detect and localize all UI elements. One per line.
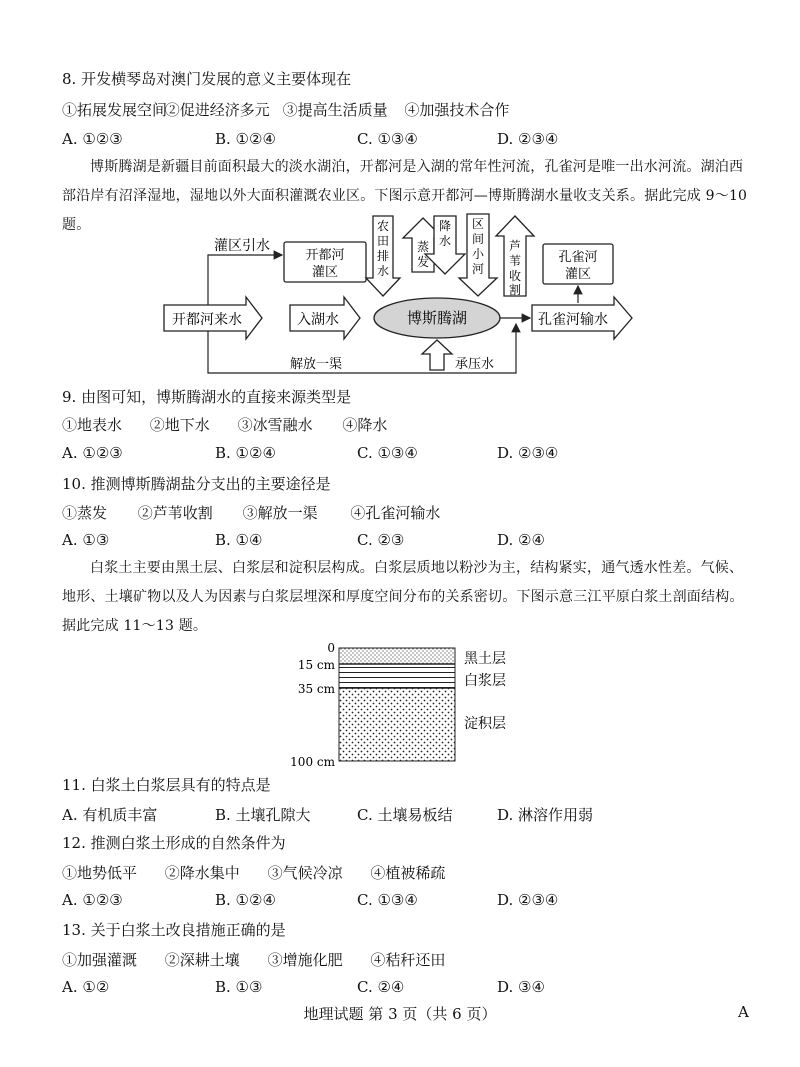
interval-rivers-c2: 间 (471, 232, 485, 246)
q9-stem: 9. 由图可知，博斯腾湖水的直接来源类型是 (62, 388, 352, 406)
interval-rivers-c3: 小 (471, 247, 485, 261)
q12-choice-a[interactable]: A. ①②③ (62, 891, 123, 909)
q13-item-1: ①加强灌溉 (62, 951, 138, 969)
q12-choice-b[interactable]: B. ①②④ (215, 891, 276, 909)
q12-choice-c[interactable]: C. ①③④ (357, 891, 418, 909)
q8-choice-c[interactable]: C. ①③④ (357, 130, 418, 148)
soil-profile-diagram (290, 641, 506, 769)
q13-item-3: ③增施化肥 (267, 951, 343, 969)
q10-items (62, 502, 440, 523)
passage-bosten-lake: 博斯腾湖是新疆目前面积最大的淡水湖泊，开都河是入湖的常年性河流，孔雀河是唯一出水河流。湖泊西部沿岸有沼泽湿地，湿地以外大面积灌溉农业区。下图示意开都河—博斯腾湖水量收支关系。据此完成 9～10 题。 (62, 159, 748, 233)
q8-item-1: ①拓展发展空间 (62, 101, 168, 119)
bosten-lake-label: 博斯腾湖 (406, 309, 468, 327)
q8-choice-a[interactable]: A. ①②③ (62, 130, 123, 148)
interval-rivers-c4: 河 (471, 262, 485, 276)
q10-item-1: ①蒸发 (62, 504, 108, 522)
q10-choice-b[interactable]: B. ①④ (215, 531, 263, 549)
q8-item-4: ④加强技术合作 (404, 101, 510, 119)
q12-item-3: ③气候冷凉 (267, 864, 343, 882)
q11-stem: 11. 白浆土白浆层具有的特点是 (62, 776, 271, 794)
irrigation-diversion-line (208, 255, 282, 306)
kaidu-irrigation-label-1: 开都河 (305, 248, 345, 263)
q11-choice-b[interactable]: B. 土壤孔隙大 (215, 806, 311, 824)
q11-choice-d[interactable]: D. 淋溶作用弱 (497, 806, 594, 824)
q13-stem: 13. 关于白浆土改良措施正确的是 (62, 921, 286, 939)
q12-item-4: ④植被稀疏 (370, 864, 446, 882)
q12-choice-d[interactable]: D. ②③④ (497, 891, 559, 909)
q9-item-4: ④降水 (342, 416, 388, 434)
depth-35: 35 cm (297, 682, 335, 696)
kaidu-inflow-label: 开都河来水 (172, 312, 242, 328)
q9-choice-c[interactable]: C. ①③④ (357, 444, 418, 462)
q13-choice-d[interactable]: D. ③④ (497, 978, 545, 996)
q11-choice-c[interactable]: C. 土壤易板结 (357, 806, 453, 824)
illuvial-layer (339, 688, 455, 761)
q9-items (62, 414, 387, 435)
depth-100: 100 cm (290, 755, 335, 769)
farmland-drainage-c2: 田 (376, 234, 390, 248)
q9-choice-d[interactable]: D. ②③④ (497, 444, 559, 462)
evaporation-c2: 发 (416, 255, 430, 269)
passage-albic-soil: 白浆土主要由黑土层、白浆层和淀积层构成。白浆层质地以粉沙为主，结构紧实，通气透水性差。气候、地形、土壤矿物以及人为因素与白浆层埋深和厚度空间分布的关系密切。下图示意三江平原白浆土剖面结构。据此完成 11～13 题。 (62, 560, 744, 634)
q13-items (62, 949, 445, 970)
q9-item-3: ③冰雪融水 (237, 416, 313, 434)
q8-item-2: ②促进经济多元 (164, 101, 270, 119)
illuvial-label: 淀积层 (464, 716, 506, 732)
q10-item-4: ④孔雀河输水 (350, 504, 441, 522)
q10-choice-d[interactable]: D. ②④ (497, 531, 545, 549)
q12-items (62, 862, 445, 883)
precipitation-c1: 降 (438, 219, 452, 233)
q9-choice-b[interactable]: B. ①②④ (215, 444, 276, 462)
q10-item-3: ③解放一渠 (242, 504, 318, 522)
q10-stem: 10. 推测博斯腾湖盐分支出的主要途径是 (62, 475, 331, 493)
kongque-irrigation-label-2: 灌区 (564, 267, 592, 282)
black-soil-layer (339, 648, 455, 664)
evaporation-c1: 蒸 (416, 240, 430, 254)
depth-15: 15 cm (297, 658, 335, 672)
q13-item-2: ②深耕土壤 (164, 951, 240, 969)
page-footer: 地理试题 第 3 页（共 6 页） (303, 1005, 497, 1023)
depth-0: 0 (327, 641, 335, 655)
albic-label: 白浆层 (464, 673, 506, 689)
jiefang-canal-label: 解放一渠 (290, 357, 343, 372)
q9-item-2: ②地下水 (149, 416, 210, 434)
reed-harvest-c2: 苇 (508, 254, 522, 268)
q13-item-4: ④秸秆还田 (370, 951, 446, 969)
irrigation-diversion-label: 灌区引水 (214, 238, 270, 254)
confined-water-arrow (422, 340, 452, 370)
lake-inflow-label: 入湖水 (297, 312, 339, 328)
q8-choice-d[interactable]: D. ②③④ (497, 130, 559, 148)
kaidu-irrigation-label-2: 灌区 (311, 265, 339, 280)
q8-choice-b[interactable]: B. ①②④ (215, 130, 276, 148)
q13-choice-b[interactable]: B. ①③ (215, 978, 263, 996)
kongque-irrigation-label-1: 孔雀河 (558, 250, 598, 265)
q11-choice-a[interactable]: A. 有机质丰富 (62, 806, 158, 824)
precipitation-c2: 水 (438, 234, 452, 248)
farmland-drainage-c3: 排 (376, 249, 390, 263)
q8-stem: 8. 开发横琴岛对澳门发展的意义主要体现在 (62, 70, 352, 88)
interval-rivers-c1: 区 (471, 217, 485, 231)
q9-item-1: ①地表水 (62, 416, 123, 434)
reed-harvest-c3: 收 (508, 269, 522, 283)
kongque-outflow-label: 孔雀河输水 (538, 312, 608, 328)
black-soil-label: 黑土层 (464, 651, 506, 667)
q10-choice-a[interactable]: A. ①③ (62, 531, 110, 549)
q12-stem: 12. 推测白浆土形成的自然条件为 (62, 834, 286, 852)
paper-version-mark: A (738, 1003, 749, 1021)
farmland-drainage-c1: 农 (376, 219, 390, 233)
reed-harvest-c1: 芦 (508, 239, 522, 253)
q8-item-3: ③提高生活质量 (282, 101, 388, 119)
albic-layer (339, 664, 455, 688)
q9-choice-a[interactable]: A. ①②③ (62, 444, 123, 462)
q10-choice-c[interactable]: C. ②③ (357, 531, 405, 549)
q13-choice-c[interactable]: C. ②④ (357, 978, 405, 996)
confined-water-label: 承压水 (455, 357, 495, 372)
q10-item-2: ②芦苇收割 (137, 504, 213, 522)
q12-item-2: ②降水集中 (164, 864, 240, 882)
reed-harvest-c4: 割 (508, 283, 522, 297)
q12-item-1: ①地势低平 (62, 864, 138, 882)
q13-choice-a[interactable]: A. ①② (62, 978, 110, 996)
farmland-drainage-c4: 水 (376, 264, 390, 278)
